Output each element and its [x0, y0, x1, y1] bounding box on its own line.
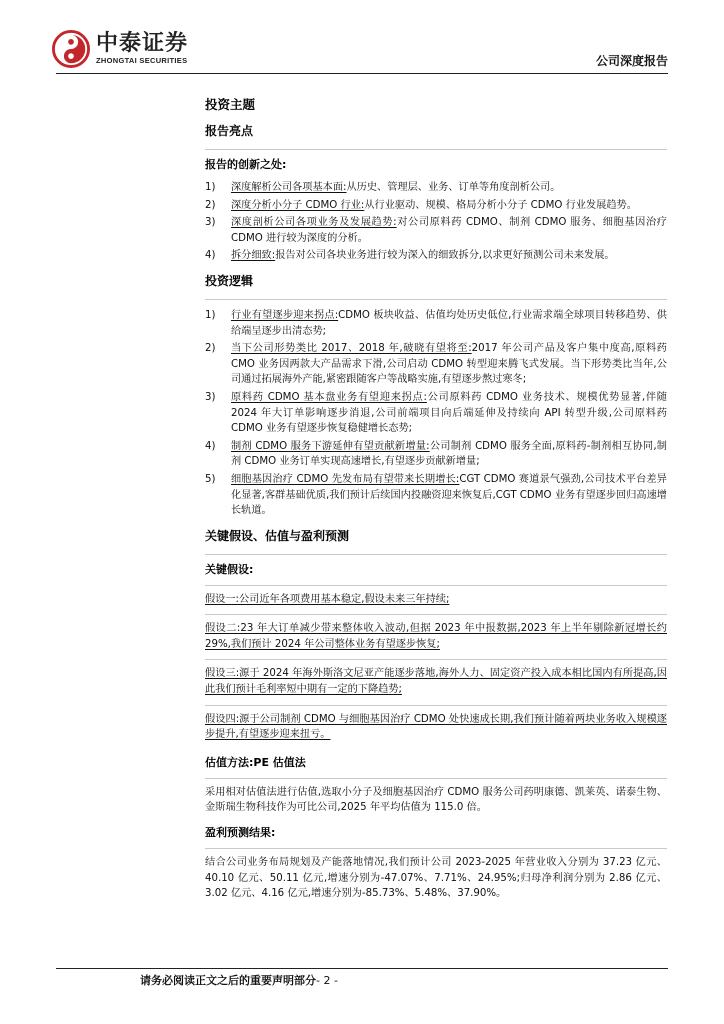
item-keyword: 原料药 CDMO 基本盘业务有望迎来拐点: — [231, 391, 427, 403]
list-item: 3) 深度剖析公司各项业务及发展趋势:对公司原料药 CDMO、制剂 CDMO 服务、细胞基因治疗 CDMO 进行较为深度的分析。 — [205, 217, 667, 244]
header-divider — [56, 73, 668, 74]
page-number: - 2 - — [316, 974, 338, 987]
item-keyword: 当下公司形势类比 2017、2018 年,破晓有望将至: — [231, 343, 472, 355]
divider — [205, 659, 667, 660]
list-item: 4) 制剂 CDMO 服务下游延伸有望贡献新增量:公司制剂 CDMO 服务全面,原料药-制剂相互协同,制剂 CDMO 业务订单实现高速增长,有望逐步贡献新增量; — [205, 440, 667, 468]
section-title-investment-logic: 投资逻辑 — [205, 273, 254, 288]
assumption-2: 假设二:23 年大订单减少带来整体收入波动,但据 2023 年中报数据,2023 年上半年剔除新冠增长约 29%,我们预计 2024 年公司整体业务有望逐步恢复; — [205, 623, 667, 650]
list-item: 5) 细胞基因治疗 CDMO 先发布局有望带来长期增长:CGT CDMO 赛道景气强劲,公司技术平台差异化显著,客群基础优质,我们预计后续国内投融资迎来恢复后,CGT CDMO 业务有望逐步回归高速增长轨道。 — [205, 473, 667, 517]
list-item: 4) 拆分细致:报告对公司各块业务进行较为深入的细致拆分,以求更好预测公司未来发展。 — [205, 250, 615, 262]
divider — [205, 614, 667, 615]
list-item: 3) 原料药 CDMO 基本盘业务有望迎来拐点:公司原料药 CDMO 业务技术、规模优势显著,伴随 2024 年大订单影响逐步消退,公司前端项目向后端延伸及持续向 API 转型升级,公司原料药 CDMO 业务有望逐步恢复稳健增长态势; — [205, 391, 667, 435]
valuation-text: 采用相对估值法进行估值,选取小分子及细胞基因治疗 CDMO 服务公司药明康德、凯莱英、诺泰生物、金斯瑞生物科技作为可比公司,2025 年平均估值为 115.0 倍。 — [205, 786, 667, 814]
list-item: 1) 行业有望逐步迎来拐点:CDMO 板块收益、估值均处历史低位,行业需求端全球项目转移趋势、供给端呈逐步出清态势; — [205, 309, 667, 337]
page-footer — [140, 972, 338, 988]
key-assumptions-heading: 关键假设: — [205, 562, 254, 576]
item-keyword: 细胞基因治疗 CDMO 先发布局有望带来长期增长: — [231, 473, 460, 485]
item-text: CGT CDMO 赛道景气强劲,公司技术平台差异化显著,客群基础优质,我们预计后续国内投融资迎来恢复后,CGT CDMO 业务有望逐步回归高速增长轨道。 — [231, 473, 667, 517]
disclaimer-note: 请务必阅读正文之后的重要声明部分 — [140, 974, 316, 987]
item-text: 报告对公司各块业务进行较为深入的细致拆分,以求更好预测公司未来发展。 — [275, 250, 615, 262]
footer-divider — [56, 968, 668, 969]
company-logo — [52, 30, 188, 68]
item-text: 公司原料药 CDMO 业务技术、规模优势显著,伴随 2024 年大订单影响逐步消退,公司前端项目向后端延伸及持续向 API 转型升级,公司原料药 CDMO 业务有望逐步恢复稳健增长态势; — [231, 391, 667, 435]
section-title-investment-theme: 投资主题 — [205, 97, 256, 112]
item-keyword: 行业有望逐步迎来拐点: — [231, 309, 339, 321]
list-item: 2) 当下公司形势类比 2017、2018 年,破晓有望将至:2017 年公司产品及客户集中度高,原料药 CMO 业务因两款大产品需求下滑,公司启动 CDMO 转型迎来腾飞式发展。当下形势类比当年,公司通过拓展海外产能,紧密跟随客户等战略实施,有望逐步熬过寒冬; — [205, 343, 667, 386]
section-title-highlights: 报告亮点 — [205, 124, 254, 138]
divider — [205, 848, 667, 849]
item-text: 对公司原料药 CDMO、制剂 CDMO 服务、细胞基因治疗 CDMO 进行较为深度的分析。 — [231, 217, 667, 244]
item-keyword: 深度解析公司各项基本面: — [231, 182, 347, 193]
list-item: 1) 深度解析公司各项基本面:从历史、管理层、业务、订单等角度剖析公司。 — [205, 182, 561, 193]
logo-chinese-name: 中泰证券 — [96, 31, 189, 56]
valuation-heading: 估值方法:PE 估值法 — [205, 755, 306, 769]
innovation-heading: 报告的创新之处: — [205, 158, 287, 171]
logo-english-name: ZHONGTAI SECURITIES — [96, 56, 188, 65]
logic-list — [205, 308, 667, 519]
divider — [205, 554, 667, 555]
forecast-text: 结合公司业务布局规划及产能落地情况,我们预计公司 2023-2025 年营业收入分别为 37.23 亿元、40.10 亿元、50.11 亿元,增速分别为-47.07%、7.71%、24.95%;归母净利润分别为 2.86 亿元、3.02 亿元、4.16 亿元,增速分别为-85.73%、5.48%、37.90%。 — [205, 857, 667, 900]
divider — [205, 299, 667, 300]
page-header — [0, 0, 724, 70]
item-keyword: 深度剖析公司各项业务及发展趋势: — [231, 217, 397, 229]
divider — [205, 778, 667, 779]
report-type-label: 公司深度报告 — [595, 54, 668, 68]
list-item: 2) 深度分析小分子 CDMO 行业:从行业驱动、规模、格局分析小分子 CDMO 行业发展趋势。 — [205, 199, 637, 211]
divider — [205, 585, 667, 586]
zhongtai-logo-icon — [52, 30, 90, 68]
item-text: 从历史、管理层、业务、订单等角度剖析公司。 — [346, 182, 561, 193]
report-body — [205, 97, 667, 906]
item-keyword: 制剂 CDMO 服务下游延伸有望贡献新增量: — [231, 440, 430, 452]
item-text: 从行业驱动、规模、格局分析小分子 CDMO 行业发展趋势。 — [364, 199, 637, 211]
item-keyword: 深度分析小分子 CDMO 行业: — [231, 199, 365, 211]
item-keyword: 拆分细致: — [231, 250, 276, 262]
section-title-key-assumptions: 关键假设、估值与盈利预测 — [205, 528, 350, 543]
divider — [205, 149, 667, 150]
item-text: CDMO 板块收益、估值均处历史低位,行业需求端全球项目转移趋势、供给端呈逐步出清态势; — [231, 309, 667, 337]
innovation-list — [205, 180, 667, 264]
assumption-1: 假设一:公司近年各项费用基本稳定,假设未来三年持续; — [205, 593, 450, 605]
item-text: 公司制剂 CDMO 服务全面,原料药-制剂相互协同,制剂 CDMO 业务订单实现高速增长,有望逐步贡献新增量; — [231, 440, 667, 468]
assumption-4: 假设四:源于公司制剂 CDMO 与细胞基因治疗 CDMO 处快速成长期,我们预计随着两块业务收入规模逐步提升,有望逐步迎来扭亏。 — [205, 713, 667, 741]
forecast-heading: 盈利预测结果: — [205, 826, 276, 840]
item-text: 2017 年公司产品及客户集中度高,原料药 CMO 业务因两款大产品需求下滑,公司启动 CDMO 转型迎来腾飞式发展。当下形势类比当年,公司通过拓展海外产能,紧密跟随客户等战略实施,有望逐步熬过寒冬; — [231, 343, 667, 386]
divider — [205, 705, 667, 706]
assumption-3: 假设三:源于 2024 年海外斯洛文尼亚产能逐步落地,海外人力、固定资产投入成本相比国内有所提高,因此我们预计毛利率短中期有一定的下降趋势; — [205, 668, 667, 696]
